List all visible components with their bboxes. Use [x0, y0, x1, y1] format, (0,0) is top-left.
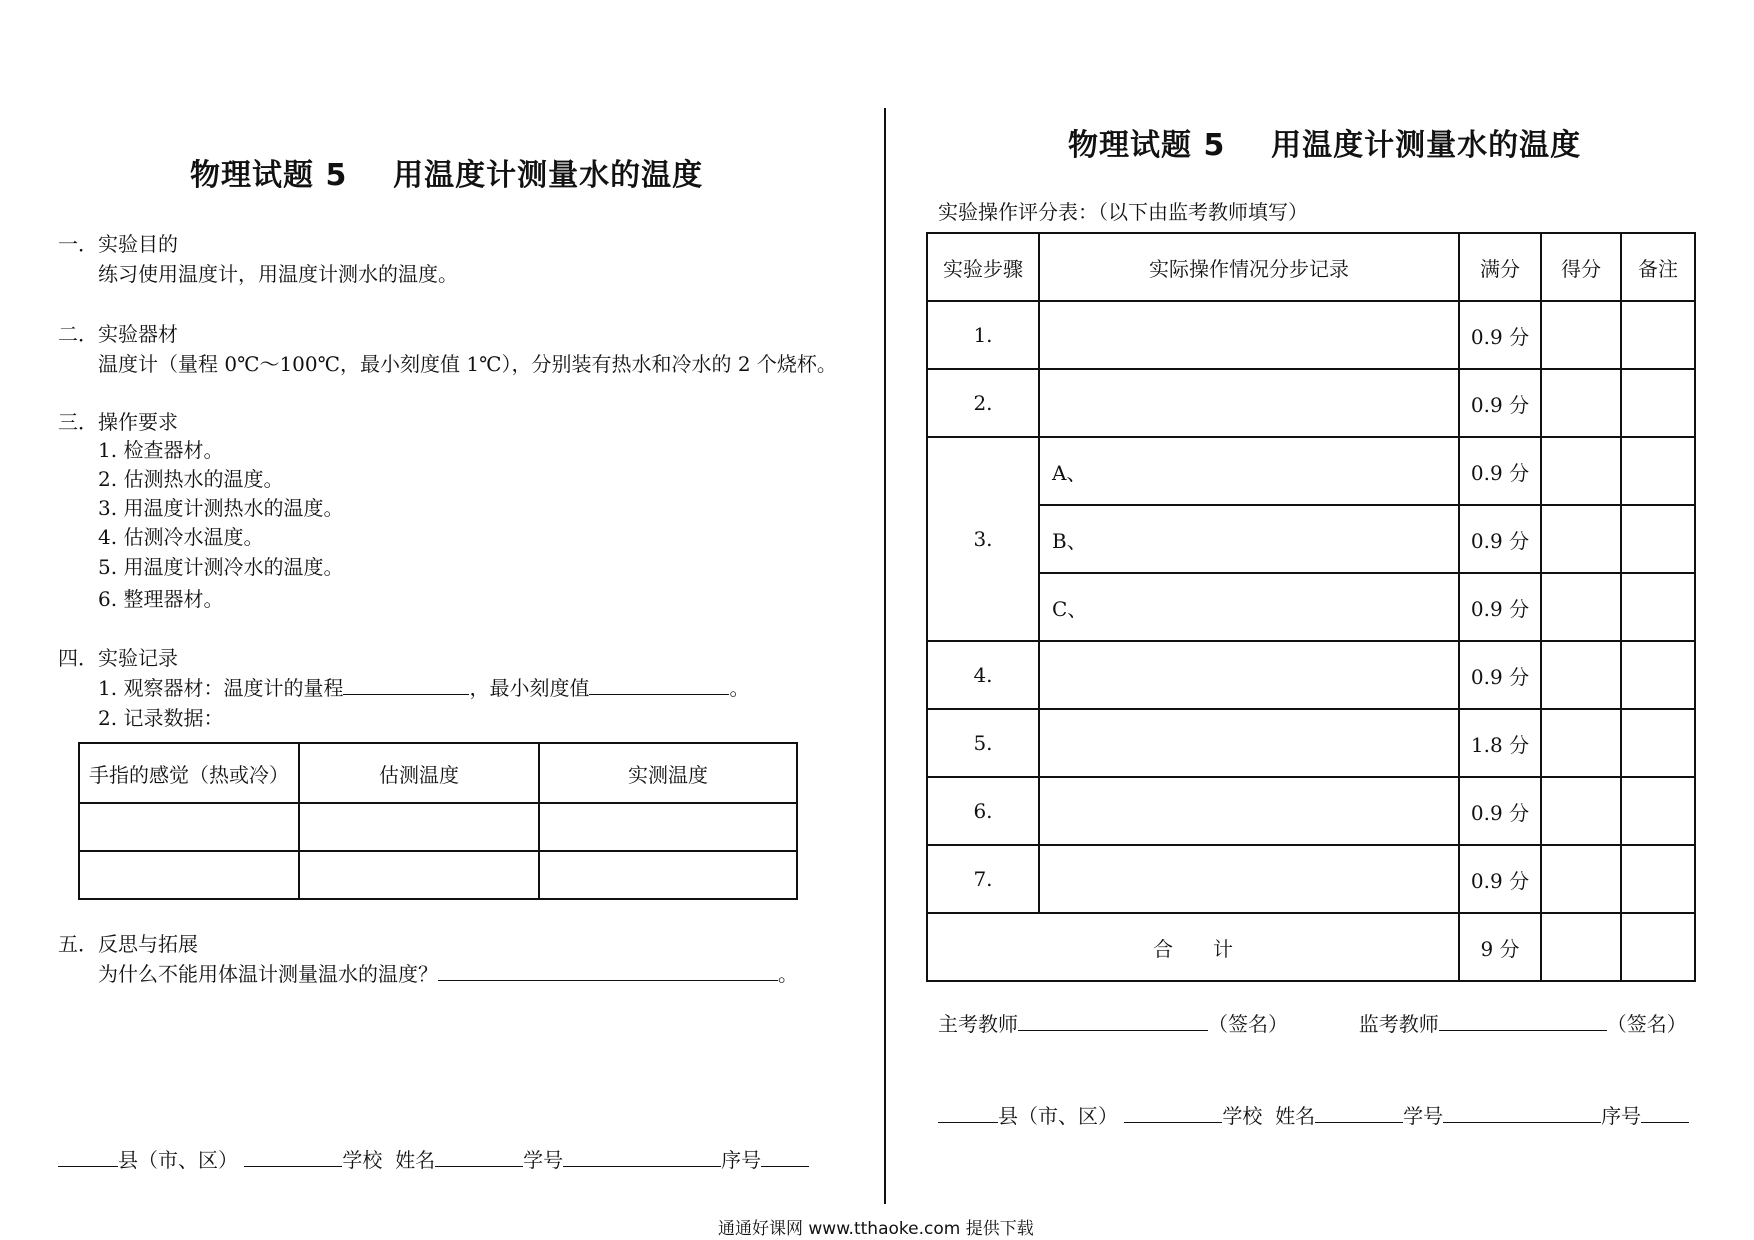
record-cell[interactable] — [1039, 845, 1459, 913]
record-cell[interactable] — [1039, 777, 1459, 845]
header-remark: 备注 — [1621, 233, 1695, 301]
seq-no-blank[interactable] — [761, 1148, 809, 1167]
remark-cell[interactable] — [1621, 709, 1695, 777]
score-table — [926, 232, 1696, 982]
header-measured: 实测温度 — [539, 743, 797, 803]
school-blank[interactable] — [1124, 1104, 1222, 1123]
header-record: 实际操作情况分步记录 — [1039, 233, 1459, 301]
name-blank[interactable] — [435, 1148, 523, 1167]
student-no-blank[interactable] — [1443, 1104, 1601, 1123]
record-cell[interactable]: C、 — [1039, 573, 1459, 641]
school-label: 学校 — [1222, 1104, 1263, 1128]
full-score-cell: 0.9 分 — [1459, 505, 1541, 573]
record-cell[interactable]: A、 — [1039, 437, 1459, 505]
section-4-item-1 — [98, 672, 749, 701]
total-remark-cell[interactable] — [1621, 913, 1695, 981]
header-estimate: 估测温度 — [299, 743, 539, 803]
step-cell: 1. — [927, 301, 1039, 369]
county-blank[interactable] — [58, 1148, 118, 1167]
total-row — [927, 913, 1695, 981]
record-cell[interactable] — [1039, 709, 1459, 777]
table-row — [927, 641, 1695, 709]
min-scale-label: ，最小刻度值 — [469, 676, 590, 700]
record-row — [79, 851, 797, 899]
header-step: 实验步骤 — [927, 233, 1039, 301]
name-label: 姓名 — [1275, 1104, 1316, 1128]
school-blank[interactable] — [244, 1148, 342, 1167]
reflection-question: 为什么不能用体温计测量温水的温度？ — [98, 962, 438, 986]
left-title: 物理试题 5 用温度计测量水的温度 — [190, 158, 704, 193]
remark-cell[interactable] — [1621, 369, 1695, 437]
section-3-item: 1. 检查器材。 — [98, 438, 224, 462]
remark-cell[interactable] — [1621, 573, 1695, 641]
full-score-cell: 0.9 分 — [1459, 641, 1541, 709]
county-label: 县（市、区） — [118, 1148, 238, 1172]
period: 。 — [778, 962, 798, 986]
full-score-cell: 0.9 分 — [1459, 777, 1541, 845]
step-cell: 7. — [927, 845, 1039, 913]
chief-examiner-blank[interactable] — [1018, 1012, 1208, 1031]
score-cell[interactable] — [1541, 845, 1621, 913]
score-header-row — [927, 233, 1695, 301]
step-cell: 2. — [927, 369, 1039, 437]
min-scale-blank[interactable] — [589, 676, 729, 695]
record-cell[interactable] — [79, 851, 299, 899]
section-4-heading: 四．实验记录 — [58, 646, 178, 670]
full-score-cell: 0.9 分 — [1459, 301, 1541, 369]
table-row — [927, 845, 1695, 913]
remark-cell[interactable] — [1621, 505, 1695, 573]
table-row — [927, 505, 1695, 573]
score-cell[interactable] — [1541, 301, 1621, 369]
section-5-heading: 五．反思与拓展 — [58, 932, 198, 956]
table-row — [927, 437, 1695, 505]
left-info-line — [58, 1144, 809, 1173]
student-no-blank[interactable] — [563, 1148, 721, 1167]
score-cell[interactable] — [1541, 573, 1621, 641]
record-row — [79, 803, 797, 851]
signature-line — [938, 1008, 1687, 1037]
range-blank[interactable] — [343, 676, 469, 695]
section-3-item: 6. 整理器材。 — [98, 587, 224, 611]
right-info-line — [938, 1100, 1689, 1129]
total-score-cell[interactable] — [1541, 913, 1621, 981]
remark-cell[interactable] — [1621, 845, 1695, 913]
record-cell[interactable] — [299, 851, 539, 899]
record-table — [78, 742, 798, 900]
record-cell[interactable]: B、 — [1039, 505, 1459, 573]
total-label: 合 计 — [927, 913, 1459, 981]
record-cell[interactable] — [299, 803, 539, 851]
section-2-heading: 二．实验器材 — [58, 322, 178, 346]
range-label: 1. 观察器材：温度计的量程 — [98, 676, 344, 700]
section-1-heading: 一．实验目的 — [58, 232, 178, 256]
record-cell[interactable] — [539, 851, 797, 899]
section-5-text-line — [98, 958, 798, 987]
section-1-text: 练习使用温度计，用温度计测水的温度。 — [98, 262, 458, 286]
header-feeling: 手指的感觉（热或冷） — [79, 743, 299, 803]
period: 。 — [729, 676, 750, 700]
step-cell: 5. — [927, 709, 1039, 777]
table-row — [927, 709, 1695, 777]
step-cell: 6. — [927, 777, 1039, 845]
footer-source: 通通好课网 www.tthaoke.com 提供下载 — [718, 1219, 1034, 1239]
proctor-blank[interactable] — [1439, 1012, 1607, 1031]
remark-cell[interactable] — [1621, 437, 1695, 505]
step-cell: 3. — [927, 437, 1039, 641]
score-cell[interactable] — [1541, 641, 1621, 709]
county-blank[interactable] — [938, 1104, 998, 1123]
header-score: 得分 — [1541, 233, 1621, 301]
section-3-item: 4. 估测冷水温度。 — [98, 525, 264, 549]
full-score-cell: 1.8 分 — [1459, 709, 1541, 777]
name-blank[interactable] — [1315, 1104, 1403, 1123]
page-divider — [884, 108, 886, 1204]
score-cell[interactable] — [1541, 369, 1621, 437]
remark-cell[interactable] — [1621, 777, 1695, 845]
section-4-item-2: 2. 记录数据： — [98, 706, 224, 730]
score-table-caption: 实验操作评分表：（以下由监考教师填写） — [938, 200, 1308, 224]
table-row — [927, 369, 1695, 437]
school-label: 学校 — [342, 1148, 383, 1172]
score-cell[interactable] — [1541, 437, 1621, 505]
section-3-item: 5. 用温度计测冷水的温度。 — [98, 555, 344, 579]
section-3-item: 3. 用温度计测热水的温度。 — [98, 496, 344, 520]
score-cell[interactable] — [1541, 709, 1621, 777]
table-row — [927, 301, 1695, 369]
sign-label: （签名） — [1606, 1012, 1687, 1036]
step-cell: 4. — [927, 641, 1039, 709]
sign-label: （签名） — [1208, 1012, 1288, 1036]
section-2-text: 温度计（量程 0℃～100℃，最小刻度值 1℃），分别装有热水和冷水的 2 个烧杯。 — [98, 352, 837, 376]
student-no-label: 学号 — [1403, 1104, 1444, 1128]
table-row — [927, 573, 1695, 641]
seq-no-label: 序号 — [721, 1148, 762, 1172]
remark-cell[interactable] — [1621, 301, 1695, 369]
full-score-cell: 0.9 分 — [1459, 437, 1541, 505]
record-cell[interactable] — [1039, 369, 1459, 437]
section-3-heading: 三．操作要求 — [58, 410, 178, 434]
total-full-score: 9 分 — [1459, 913, 1541, 981]
proctor-label: 监考教师 — [1358, 1012, 1439, 1036]
county-label: 县（市、区） — [998, 1104, 1118, 1128]
record-cell[interactable] — [79, 803, 299, 851]
right-title: 物理试题 5 用温度计测量水的温度 — [1068, 128, 1582, 163]
record-cell[interactable] — [539, 803, 797, 851]
table-row — [927, 777, 1695, 845]
section-3-item: 2. 估测热水的温度。 — [98, 467, 284, 491]
record-cell[interactable] — [1039, 641, 1459, 709]
student-no-label: 学号 — [523, 1148, 564, 1172]
remark-cell[interactable] — [1621, 641, 1695, 709]
full-score-cell: 0.9 分 — [1459, 845, 1541, 913]
seq-no-label: 序号 — [1601, 1104, 1642, 1128]
score-cell[interactable] — [1541, 777, 1621, 845]
chief-examiner-label: 主考教师 — [938, 1012, 1018, 1036]
full-score-cell: 0.9 分 — [1459, 369, 1541, 437]
score-cell[interactable] — [1541, 505, 1621, 573]
full-score-cell: 0.9 分 — [1459, 573, 1541, 641]
reflection-answer-blank[interactable] — [438, 962, 778, 981]
header-full-score: 满分 — [1459, 233, 1541, 301]
record-cell[interactable] — [1039, 301, 1459, 369]
name-label: 姓名 — [395, 1148, 436, 1172]
seq-no-blank[interactable] — [1641, 1104, 1689, 1123]
